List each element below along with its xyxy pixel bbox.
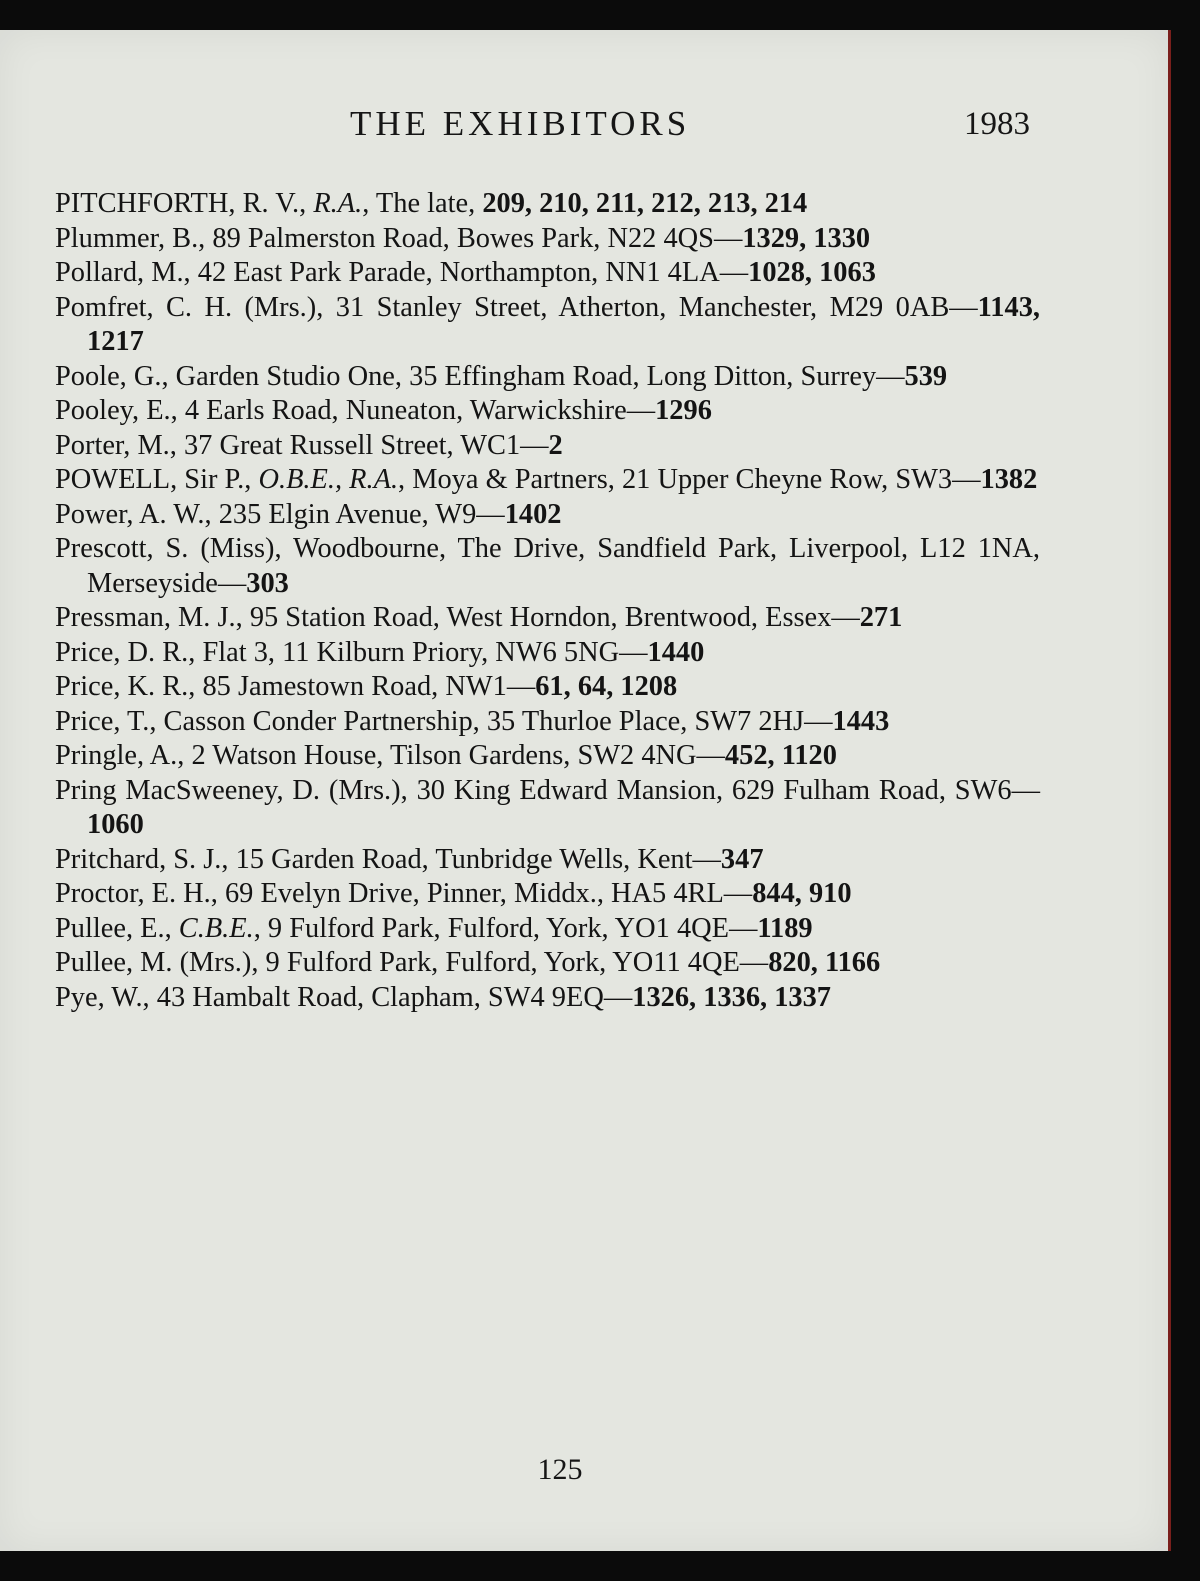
exhibit-numbers: 1028, 1063: [748, 257, 876, 288]
exhibitor-details: Casson Conder Partnership, 35 Thurloe Place, SW7 2HJ—: [163, 705, 833, 737]
exhibit-numbers: 303: [246, 567, 289, 599]
exhibit-numbers: 1440: [647, 636, 705, 668]
exhibitor-name: Pring MacSweeney, D. (Mrs.),: [55, 774, 417, 806]
exhibitor-name: Price, K. R.,: [55, 671, 203, 702]
exhibitor-details: Flat 3, 11 Kilburn Priory, NW6 5NG—: [202, 636, 648, 668]
exhibitor-name: Pressman, M. J.,: [55, 602, 250, 633]
exhibitor-name: Power, A. W.,: [55, 498, 219, 530]
exhibit-numbers: 61, 64, 1208: [535, 671, 678, 702]
exhibitor-entry: [55, 256, 1040, 291]
exhibitor-name: Plummer, B.,: [55, 222, 213, 254]
exhibitor-name: Prescott, S. (Miss),: [55, 533, 293, 564]
exhibitor-name: PITCHFORTH, R. V.,: [55, 188, 314, 219]
exhibitor-details: 9 Fulford Park, Fulford, York, YO11 4QE—: [265, 947, 769, 978]
exhibitor-details: 15 Garden Road, Tunbridge Wells, Kent—: [235, 843, 721, 875]
exhibitor-entry: [55, 670, 1040, 705]
exhibitor-details: Woodbourne, The Drive, Sandfield Park, Liverpool, L12 1NA, Merseyside—: [87, 533, 1041, 599]
exhibitor-name: Pringle, A.,: [55, 740, 192, 771]
exhibit-numbers: 1443: [832, 705, 890, 737]
exhibitor-details: 42 East Park Parade, Northampton, NN1 4LA—: [197, 257, 749, 288]
exhibitor-name: Price, T.,: [55, 705, 164, 737]
exhibitor-name: Pullee, E.,: [55, 912, 179, 944]
exhibitor-details: 30 King Edward Mansion, 629 Fulham Road, SW6—: [416, 774, 1040, 806]
exhibit-numbers: 1326, 1336, 1337: [632, 981, 831, 1013]
exhibitor-entry: [55, 912, 1040, 947]
exhibitor-name: Porter, M.,: [55, 429, 184, 461]
exhibitor-entry: [55, 429, 1040, 464]
exhibitor-details: 37 Great Russell Street, WC1—: [183, 429, 549, 461]
exhibitor-entry: [55, 774, 1040, 843]
exhibit-numbers: 820, 1166: [768, 947, 881, 978]
exhibitor-entry: [55, 739, 1040, 774]
exhibitor-details: 43 Hambalt Road, Clapham, SW4 9EQ—: [156, 981, 633, 1013]
exhibitor-name: Pollard, M.,: [55, 257, 198, 288]
exhibitor-name: Pooley, E.,: [55, 395, 185, 426]
exhibitor-entry: [55, 187, 1040, 222]
exhibit-numbers: 1189: [757, 912, 813, 944]
exhibitor-name: Pullee, M. (Mrs.),: [55, 947, 266, 978]
exhibitor-entry: [55, 981, 1040, 1016]
exhibitor-entry: [55, 463, 1040, 498]
exhibitor-name: Pye, W.,: [55, 981, 157, 1013]
exhibitor-entry: [55, 360, 1040, 395]
exhibitor-entry: [55, 498, 1040, 533]
exhibit-numbers: 1143, 1217: [87, 291, 1040, 357]
exhibit-numbers: 1382: [980, 464, 1038, 495]
honours: R.A.: [313, 188, 363, 219]
exhibit-numbers: 1060: [87, 809, 144, 840]
exhibitor-name: Poole, G.,: [55, 360, 176, 392]
exhibitor-name: Pomfret, C. H. (Mrs.),: [55, 291, 336, 323]
exhibitor-details: 95 Station Road, West Horndon, Brentwood, Essex—: [249, 602, 860, 633]
exhibitor-details: 4 Earls Road, Nuneaton, Warwickshire—: [184, 395, 656, 426]
exhibitor-details: 69 Evelyn Drive, Pinner, Middx., HA5 4RL—: [224, 878, 753, 909]
exhibitor-details: 85 Jamestown Road, NW1—: [202, 671, 536, 702]
exhibit-numbers: 347: [720, 843, 764, 875]
exhibitor-details: 235 Elgin Avenue, W9—: [218, 498, 505, 530]
exhibitor-entry: [55, 705, 1040, 740]
exhibit-numbers: 452, 1120: [724, 740, 837, 771]
exhibit-numbers: 271: [859, 602, 903, 633]
exhibit-numbers: 539: [904, 360, 948, 392]
page-number: 125: [537, 1453, 583, 1486]
exhibit-numbers: 844, 910: [752, 878, 852, 909]
exhibitor-entry: [55, 636, 1040, 671]
exhibitor-details: , 9 Fulford Park, Fulford, York, YO1 4QE—: [253, 912, 758, 944]
exhibit-numbers: 209, 210, 211, 212, 213, 214: [482, 188, 808, 219]
exhibitor-list: [55, 187, 1040, 1015]
exhibitor-name: POWELL, Sir P.,: [55, 464, 259, 495]
exhibitor-entry: [55, 394, 1040, 429]
exhibitor-name: Proctor, E. H.,: [55, 878, 225, 909]
exhibitor-name: Pritchard, S. J.,: [55, 843, 236, 875]
exhibitor-entry: [55, 843, 1040, 878]
year-label: 1983: [964, 106, 1030, 142]
exhibitor-details: , The late,: [362, 188, 483, 219]
running-title: THE EXHIBITORS: [350, 104, 691, 143]
exhibitor-details: 89 Palmerston Road, Bowes Park, N22 4QS—: [212, 222, 743, 254]
exhibit-numbers: 1296: [655, 395, 712, 426]
exhibitor-details: 31 Stanley Street, Atherton, Manchester, M29 0AB—: [335, 291, 978, 323]
exhibitor-details: 2 Watson House, Tilson Gardens, SW2 4NG—: [191, 740, 725, 771]
exhibitor-name: Price, D. R.,: [55, 636, 203, 668]
exhibit-numbers: 1402: [504, 498, 562, 530]
exhibitor-entry: [55, 601, 1040, 636]
exhibitor-details: Garden Studio One, 35 Effingham Road, Long Ditton, Surrey—: [175, 360, 905, 392]
page-header: [0, 104, 1168, 148]
honours: C.B.E.: [178, 912, 254, 944]
exhibitor-entry: [55, 532, 1040, 601]
exhibit-numbers: 1329, 1330: [742, 222, 871, 254]
exhibit-numbers: 2: [548, 429, 563, 461]
honours: O.B.E., R.A.: [258, 464, 399, 495]
exhibitor-details: , Moya & Partners, 21 Upper Cheyne Row, SW3—: [398, 464, 981, 495]
exhibitor-entry: [55, 222, 1040, 257]
book-page: [0, 30, 1171, 1551]
exhibitor-entry: [55, 946, 1040, 981]
exhibitor-entry: [55, 291, 1040, 360]
exhibitor-entry: [55, 877, 1040, 912]
